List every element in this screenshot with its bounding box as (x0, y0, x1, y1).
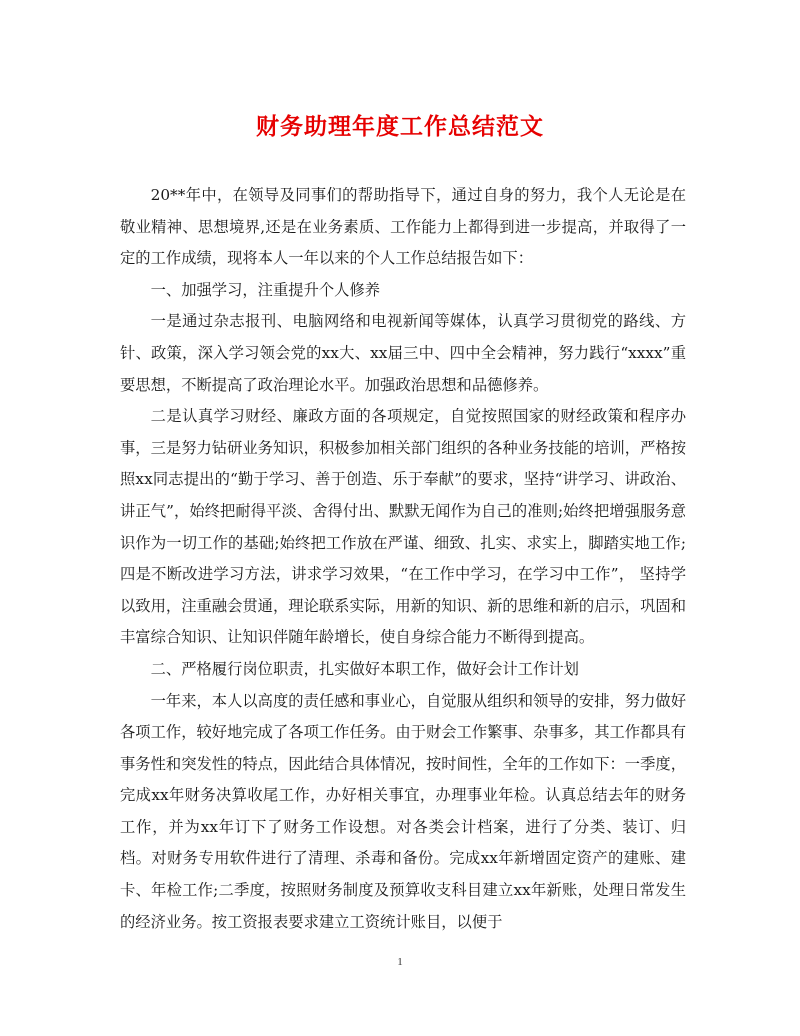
document-title: 财务助理年度工作总结范文 (256, 113, 544, 140)
paragraph-intro: 20**年中，在领导及同事们的帮助指导下，通过自身的努力，我个人无论是在敬业精神、思想境界,还是在业务素质、工作能力上都得到进一步提高，并取得了一定的工作成绩，现将本人一年以来的个人工作总结报告如下： (120, 186, 686, 268)
page-number: 1 (397, 956, 403, 968)
section-heading-1: 一、加强学习，注重提升个人修养 (150, 280, 381, 299)
section-heading-2: 二、严格履行岗位职责，扎实做好本职工作，做好会计工作计划 (150, 659, 579, 678)
document-body (120, 180, 686, 938)
paragraph-duties: 一年来，本人以高度的责任感和事业心，自觉服从组织和领导的安排，努力做好各项工作，较好地完成了各项工作任务。由于财会工作繁事、杂事多，其工作都具有事务性和突发性的特点，因此结合具体情况，按时间性，全年的工作如下：一季度，完成xx年财务决算收尾工作，办好相关事宜，办理事业年检。认真总结去年的财务工作，并为xx年订下了财务工作设想。对各类会计档案，进行了分类、装订、归档。对财务专用软件进行了清理、杀毒和备份。完成xx年新增固定资产的建账、建卡、年检工作;二季度，按照财务制度及预算收支科目建立xx年新账，处理日常发生的经济业务。按工资报表要求建立工资统计账目，以便于 (120, 691, 686, 931)
paragraph-study-1: 一是通过杂志报刊、电脑网络和电视新闻等媒体，认真学习贯彻党的路线、方针、政策，深入学习领会党的xx大、xx届三中、四中全会精神，努力践行“xxxx”重要思想，不断提高了政治理论水平。加强政治思想和品德修养。 (120, 312, 686, 394)
paragraph-study-2: 二是认真学习财经、廉政方面的各项规定，自觉按照国家的财经政策和程序办事，三是努力钻研业务知识，积极参加相关部门组织的各种业务技能的培训，严格按照xx同志提出的“勤于学习、善于创造、乐于奉献”的要求，坚持“讲学习、讲政治、讲正气”，始终把耐得平淡、舍得付出、默默无闻作为自己的准则;始终把增强服务意识作为一切工作的基础;始终把工作放在严谨、细致、扎实、求实上，脚踏实地工作;四是不断改进学习方法，讲求学习效果，“在工作中学习，在学习中工作”， 坚持学以致用，注重融会贯通，理论联系实际，用新的知识、新的思维和新的启示，巩固和丰富综合知识、让知识伴随年龄增长，使自身综合能力不断得到提高。 (120, 407, 686, 647)
